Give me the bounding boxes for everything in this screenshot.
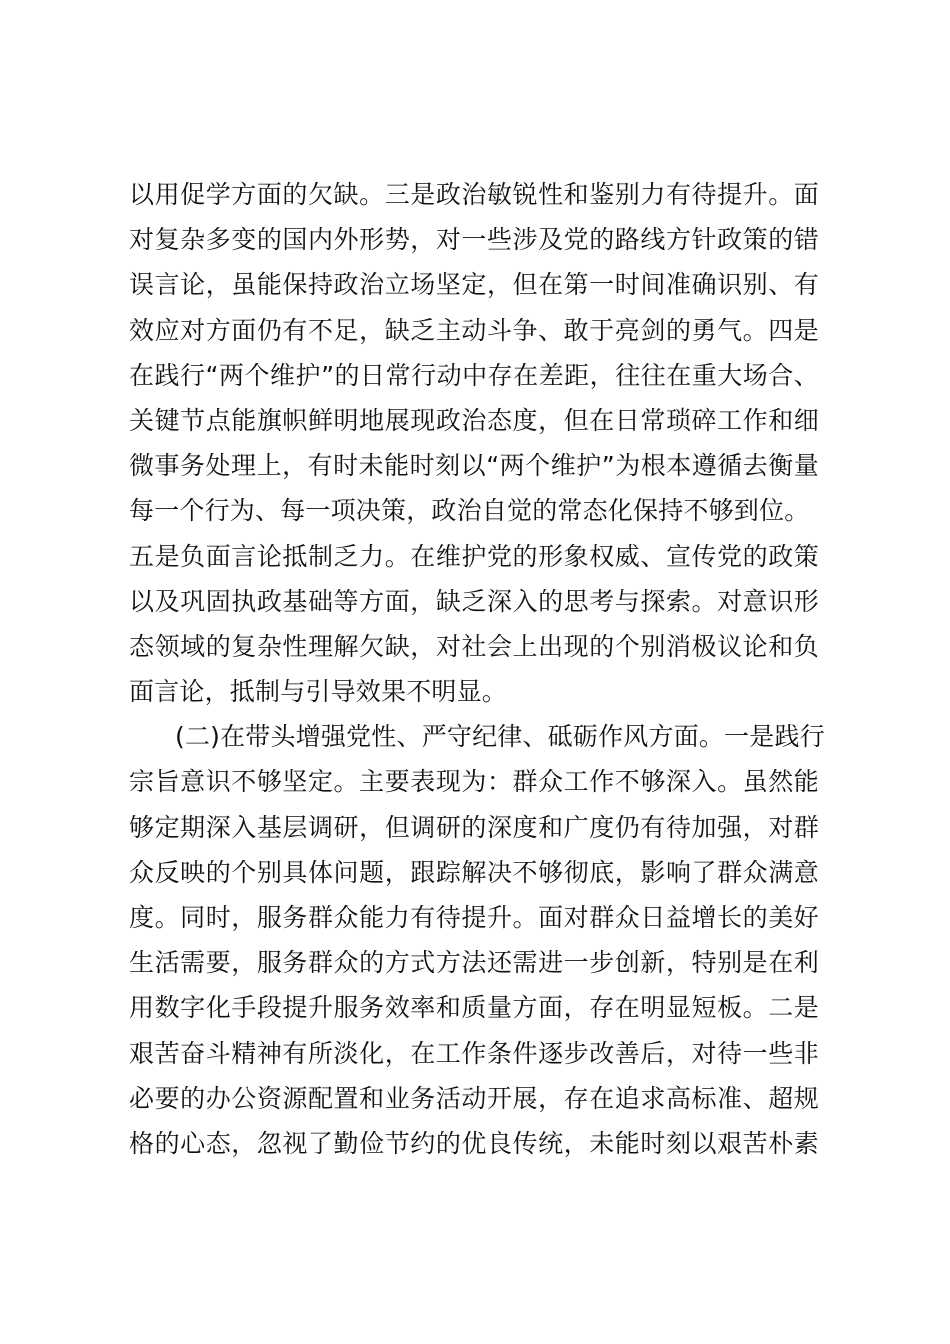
text-line: 度。同时，服务群众能力有待提升。面对群众日益增长的美好 [129, 903, 819, 932]
text-line: 众反映的个别具体问题，跟踪解决不够彻底，影响了群众满意 [129, 857, 819, 887]
document-body [129, 172, 825, 1166]
text-line: 生活需要，服务群众的方式方法还需进一步创新，特别是在利 [129, 948, 819, 978]
text-line: 效应对方面仍有不足，缺乏主动斗争、敢于亮剑的勇气。四是 [129, 315, 819, 345]
text-line: 微事务处理上，有时未能时刻以“两个维护”为根本遵循去衡量 [129, 451, 819, 481]
text-line: 态领域的复杂性理解欠缺，对社会上出现的个别消极议论和负 [129, 631, 819, 661]
text-line: 以用促学方面的欠缺。三是政治敏锐性和鉴别力有待提升。面 [129, 180, 819, 209]
text-line: 关键节点能旗帜鲜明地展现政治态度，但在日常琐碎工作和细 [129, 405, 819, 435]
text-line: 以及巩固执政基础等方面，缺乏深入的思考与探索。对意识形 [129, 586, 819, 616]
text-line: 格的心态，忽视了勤俭节约的优良传统，未能时刻以艰苦朴素 [129, 1128, 819, 1158]
text-line: 五是负面言论抵制乏力。在维护党的形象权威、宣传党的政策 [129, 541, 819, 571]
text-line: 在践行“两个维护”的日常行动中存在差距，往往在重大场合、 [129, 360, 819, 390]
text-line: 误言论，虽能保持政治立场坚定，但在第一时间准确识别、有 [129, 270, 819, 300]
paragraph-end-line: 面言论，抵制与引导效果不明显。 [129, 677, 508, 707]
text-line: 够定期深入基层调研，但调研的深度和广度仍有待加强，对群 [129, 812, 819, 842]
text-line: 每一个行为、每一项决策，政治自觉的常态化保持不够到位。 [129, 496, 810, 526]
section-heading-line: (二)在带头增强党性、严守纪律、砥砺作风方面。一是践行 [175, 722, 825, 752]
text-line: 宗旨意识不够坚定。主要表现为：群众工作不够深入。虽然能 [129, 767, 819, 797]
text-line: 必要的办公资源配置和业务活动开展，存在追求高标准、超规 [129, 1083, 819, 1113]
text-line: 对复杂多变的国内外形势，对一些涉及党的路线方针政策的错 [129, 225, 819, 255]
text-line: 艰苦奋斗精神有所淡化，在工作条件逐步改善后，对待一些非 [129, 1038, 819, 1068]
text-line: 用数字化手段提升服务效率和质量方面，存在明显短板。二是 [129, 993, 819, 1023]
